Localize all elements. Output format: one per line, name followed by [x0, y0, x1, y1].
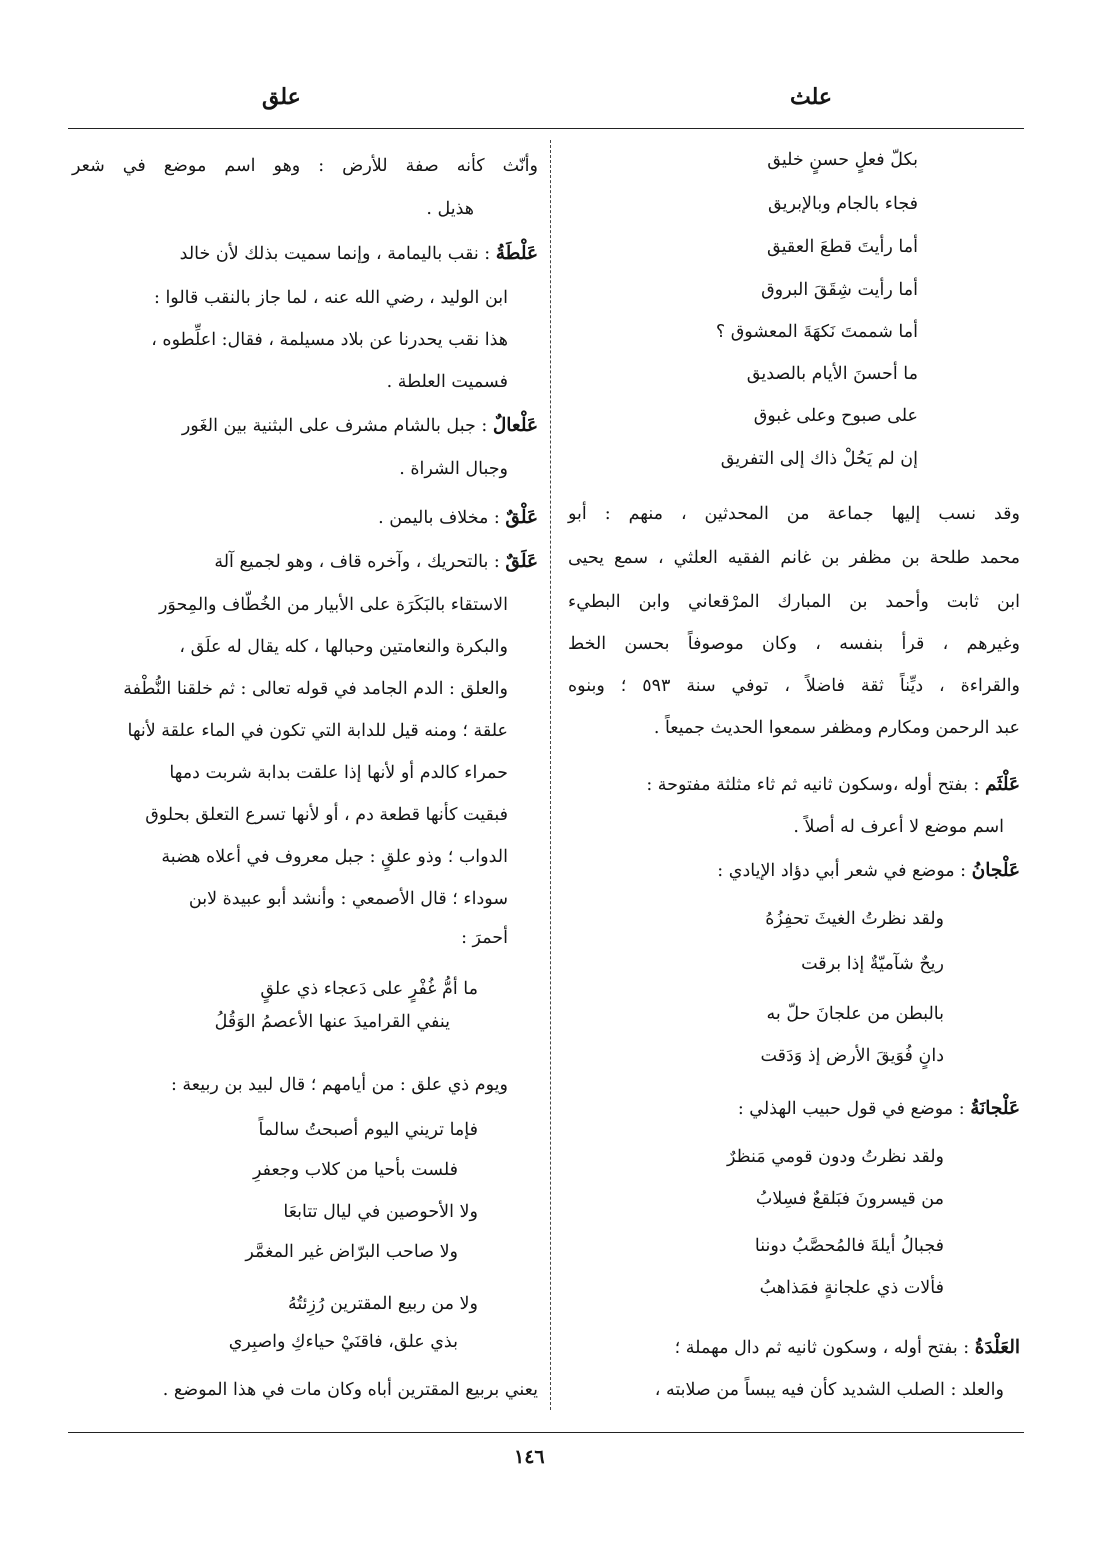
text-line: والعلد : الصلب الشديد كأن فيه يبساً من صلابته ،: [654, 1380, 1004, 1400]
text-line: والقراءة ، ديِّناً ثقة فاضلاً ، توفي سنة ٥٩٣ ؛ وبنوه: [568, 676, 1020, 696]
entry-aljana: [738, 1095, 1020, 1123]
running-header-right: علث: [790, 84, 833, 110]
verse-line: بكلّ فعلٍ حسنٍ خليق: [767, 150, 918, 170]
verse-line: فإما تريني اليوم أصبحتُ سالماً: [258, 1120, 478, 1140]
verse-line: بذي علق، فاقنَيْ حياءكِ واصبِري: [228, 1332, 458, 1352]
running-header-left: علق: [262, 84, 301, 110]
verse-line: فألات ذي علجانةٍ فمَذاهبُ: [759, 1278, 944, 1298]
definition: : بفتح أوله ،وسكون ثانيه ثم ثاء مثلثة مفتوحة :: [646, 775, 980, 795]
text-line: فسميت العلطة .: [386, 372, 508, 392]
verse-line: ما أحسنَ الأيام بالصديق: [746, 364, 918, 384]
entry-altal: [182, 412, 538, 440]
text-line: الاستقاء بالبَكَرَة على الأبيار من الخُطّاف والمِحوَر: [158, 595, 508, 615]
verse-line: فلست بأحيا من كلاب وجعفرِ: [252, 1160, 458, 1180]
entry-althum: [646, 771, 1020, 799]
text-line: عبد الرحمن ومكارم ومظفر سمعوا الحديث جميعاً .: [653, 718, 1020, 738]
text-line: وقد نسب إليها جماعة من المحدثين ، منهم : أبو: [568, 504, 1020, 524]
headword: عَلْجانُ: [971, 860, 1020, 881]
text-line: هذا نقب يحدرنا عن بلاد مسيلمة ، فقال: اعلِّطوه ،: [151, 330, 508, 350]
verse-line: ما أمُّ غُفْرٍ على دَعجاء ذي علقٍ: [260, 979, 478, 999]
verse-line: ينفي القراميدَ عنها الأعصمُ الوَقُلُ: [214, 1012, 450, 1032]
entry-aljan: [717, 857, 1020, 885]
text-line: أحمرَ :: [461, 928, 508, 948]
text-line: وغيرهم ، قرأ بنفسه ، وكان موصوفاً بحسن الخط: [568, 634, 1020, 654]
verse-line: ولا الأحوصين في ليال تتابعَا: [283, 1202, 478, 1222]
page-number: ١٤٦: [514, 1446, 545, 1468]
verse-line: ولقد نظرتُ ودون قومي مَنظرٌ: [726, 1147, 944, 1167]
verse-line: على صبوح وعلى غبوق: [753, 406, 918, 426]
entry-alaq: [214, 548, 538, 576]
verse-line: ريحٌ شآميّةٌ إذا برقت: [801, 954, 944, 974]
text-line: اسم موضع لا أعرف له أصلاً .: [793, 817, 1004, 837]
verse-line: من قيسرونَ فبَلقعٌ فسِلابُ: [755, 1189, 944, 1209]
header-rule: [68, 128, 1024, 129]
headword: عَلَقٌ: [505, 551, 538, 572]
verse-line: أما رأيتَ قطعَ العقيق: [766, 237, 918, 257]
entry-alq: [378, 504, 538, 532]
headword: عَلْثَم: [984, 774, 1020, 795]
text-line: هذيل .: [426, 199, 474, 219]
definition: : موضع في شعر أبي دؤاد الإيادي :: [717, 861, 967, 881]
text-line: والعلق : الدم الجامد في قوله تعالى : ثم خلقنا النُّطْفة: [123, 679, 508, 699]
verse-line: أما رأيت شِقَقَ البروق: [761, 280, 918, 300]
text-line: والبكرة والنعامتين وحبالها ، كله يقال له علَق ،: [179, 637, 508, 657]
verse-line: بالبطن من علجانَ حلّ به: [766, 1004, 944, 1024]
definition: : موضع في قول حبيب الهذلي :: [737, 1099, 965, 1119]
verse-line: ولا من ربيع المقترين رُزِئتُهُ: [287, 1294, 478, 1314]
definition: : جبل بالشام مشرف على البثنية بين الغَور: [181, 416, 488, 436]
verse-line: فجاء بالجام وبالإبريق: [768, 194, 918, 214]
headword: عَلْقٌ: [505, 507, 538, 528]
headword: عَلْجانَةُ: [970, 1098, 1020, 1119]
column-divider: [550, 140, 551, 1410]
text-line: سوداء ؛ قال الأصمعي : وأنشد أبو عبيدة لابن: [188, 889, 508, 909]
entry-alda: [675, 1334, 1020, 1362]
text-line: ابن الوليد ، رضي الله عنه ، لما جاز بالنقب قالوا :: [153, 288, 508, 308]
verse-line: دانٍ فُوَيقَ الأرض إذ وَدَقت: [760, 1046, 944, 1066]
definition: : نقب باليمامة ، وإنما سميت بذلك لأن خالد: [179, 244, 491, 264]
text-line: حمراء كالدم أو لأنها إذا علقت بدابة شربت دمها: [169, 763, 508, 783]
text-line: وأنّث كأنه صفة للأرض : وهو اسم موضع في شعر: [72, 156, 538, 176]
text-line: محمد طلحة بن مظفر بن غانم الفقيه العلثي ، سمع يحيى: [568, 548, 1020, 568]
text-line: ابن ثابت وأحمد بن المبارك المرْقعاني وابن البطيء: [568, 592, 1020, 612]
headword: عَلْطَةُ: [495, 243, 538, 264]
text-line: يعني بربيع المقترين أباه وكان مات في هذا الموضع .: [162, 1380, 538, 1400]
text-line: فبقيت كأنها قطعة دم ، أو لأنها تسرع التعلق بحلوق: [145, 805, 508, 825]
text-line: الدواب ؛ وذو علقٍ : جبل معروف في أعلاه هضبة: [161, 847, 508, 867]
headword: العَلْدَةُ: [974, 1337, 1020, 1358]
text-line: وجبال الشراة .: [399, 459, 508, 479]
verse-line: ولا صاحب البرّاض غير المغمَّر: [245, 1242, 458, 1262]
text-line: ويوم ذي علق : من أيامهم ؛ قال لبيد بن ربيعة :: [170, 1075, 508, 1095]
definition: : بفتح أوله ، وسكون ثانيه ثم دال مهملة ؛: [674, 1338, 970, 1358]
definition: : مخلاف باليمن .: [378, 508, 500, 528]
verse-line: أما شممتَ نَكهَةَ المعشوق ؟: [715, 322, 918, 342]
entry-altata: [180, 240, 538, 268]
verse-line: ولقد نظرتُ الغيثَ تحفِزُهُ: [765, 909, 944, 929]
footer-rule: [68, 1432, 1024, 1433]
headword: عَلْعالٌ: [492, 415, 538, 436]
text-line: علقة ؛ ومنه قيل للدابة التي تكون في الماء علقة لأنها: [127, 721, 508, 741]
definition: : بالتحريك ، وآخره قاف ، وهو لجميع آلة: [214, 552, 500, 572]
verse-line: إن لم يَحُلْ ذاك إلى التفريق: [720, 449, 918, 469]
verse-line: فجبالُ أيلةَ فالمُحصَّبُ دوننا: [754, 1236, 944, 1256]
